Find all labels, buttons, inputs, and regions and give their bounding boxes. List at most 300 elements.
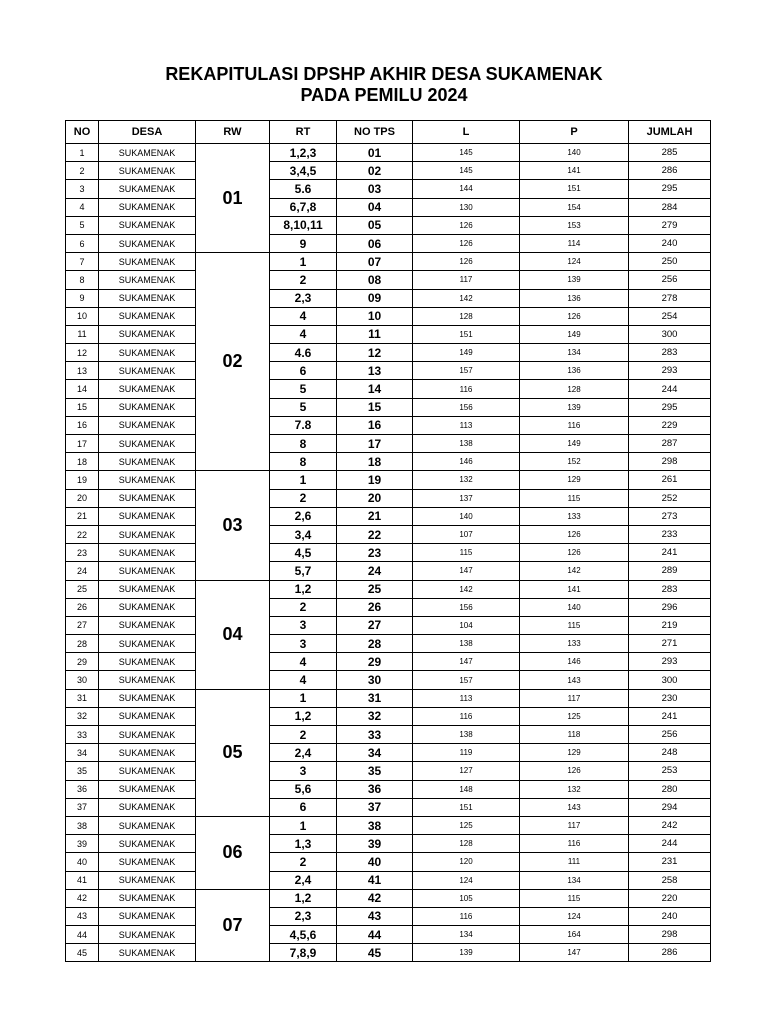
- row-no-cell: 11: [66, 325, 99, 343]
- row-p-cell: 133: [520, 635, 629, 653]
- row-jumlah-cell: 230: [629, 689, 711, 707]
- header-no-tps: NO TPS: [337, 121, 413, 144]
- row-tps-cell: 03: [337, 180, 413, 198]
- row-desa-cell: SUKAMENAK: [99, 344, 196, 362]
- row-rt-cell: 6,7,8: [270, 198, 337, 216]
- table-row: [66, 762, 711, 780]
- row-no-cell: 45: [66, 944, 99, 962]
- row-no-cell: 28: [66, 635, 99, 653]
- table-row: [66, 889, 711, 907]
- row-no-cell: 9: [66, 289, 99, 307]
- row-tps-cell: 01: [337, 144, 413, 162]
- header-rt: RT: [270, 121, 337, 144]
- row-jumlah-cell: 293: [629, 653, 711, 671]
- row-rt-cell: 9: [270, 234, 337, 252]
- table-row: [66, 871, 711, 889]
- table-row: [66, 780, 711, 798]
- row-jumlah-cell: 220: [629, 889, 711, 907]
- row-l-cell: 113: [413, 416, 520, 434]
- row-jumlah-cell: 278: [629, 289, 711, 307]
- row-l-cell: 105: [413, 889, 520, 907]
- row-l-cell: 113: [413, 689, 520, 707]
- row-rt-cell: 2,4: [270, 744, 337, 762]
- row-p-cell: 140: [520, 598, 629, 616]
- row-no-cell: 26: [66, 598, 99, 616]
- row-tps-cell: 06: [337, 234, 413, 252]
- table-row: [66, 398, 711, 416]
- row-tps-cell: 22: [337, 525, 413, 543]
- row-desa-cell: SUKAMENAK: [99, 307, 196, 325]
- table-row: [66, 198, 711, 216]
- rw-group-cell: 05: [196, 689, 270, 816]
- row-p-cell: 136: [520, 362, 629, 380]
- row-jumlah-cell: 286: [629, 162, 711, 180]
- table-row: [66, 344, 711, 362]
- row-no-cell: 30: [66, 671, 99, 689]
- table-row: [66, 635, 711, 653]
- table-row: [66, 944, 711, 962]
- row-l-cell: 140: [413, 507, 520, 525]
- row-p-cell: 117: [520, 689, 629, 707]
- row-desa-cell: SUKAMENAK: [99, 907, 196, 925]
- row-p-cell: 152: [520, 453, 629, 471]
- row-p-cell: 147: [520, 944, 629, 962]
- row-tps-cell: 02: [337, 162, 413, 180]
- row-jumlah-cell: 256: [629, 726, 711, 744]
- row-rt-cell: 1,2: [270, 707, 337, 725]
- table-row: [66, 453, 711, 471]
- row-desa-cell: SUKAMENAK: [99, 253, 196, 271]
- row-rt-cell: 4.6: [270, 344, 337, 362]
- table-row: [66, 307, 711, 325]
- row-rt-cell: 3: [270, 635, 337, 653]
- row-tps-cell: 41: [337, 871, 413, 889]
- rw-group-cell: 03: [196, 471, 270, 580]
- row-p-cell: 132: [520, 780, 629, 798]
- row-rt-cell: 2: [270, 726, 337, 744]
- row-rt-cell: 1: [270, 689, 337, 707]
- row-jumlah-cell: 252: [629, 489, 711, 507]
- row-tps-cell: 27: [337, 616, 413, 634]
- row-p-cell: 154: [520, 198, 629, 216]
- row-desa-cell: SUKAMENAK: [99, 544, 196, 562]
- header-rw: RW: [196, 121, 270, 144]
- header-no: NO: [66, 121, 99, 144]
- row-p-cell: 115: [520, 616, 629, 634]
- table-row: [66, 744, 711, 762]
- row-p-cell: 141: [520, 580, 629, 598]
- row-l-cell: 116: [413, 380, 520, 398]
- table-row: [66, 180, 711, 198]
- row-rt-cell: 8,10,11: [270, 216, 337, 234]
- row-no-cell: 25: [66, 580, 99, 598]
- row-jumlah-cell: 240: [629, 907, 711, 925]
- row-jumlah-cell: 256: [629, 271, 711, 289]
- row-tps-cell: 35: [337, 762, 413, 780]
- row-rt-cell: 7,8,9: [270, 944, 337, 962]
- row-l-cell: 156: [413, 598, 520, 616]
- row-rt-cell: 6: [270, 798, 337, 816]
- row-no-cell: 41: [66, 871, 99, 889]
- row-desa-cell: SUKAMENAK: [99, 489, 196, 507]
- row-desa-cell: SUKAMENAK: [99, 707, 196, 725]
- row-rt-cell: 8: [270, 453, 337, 471]
- row-jumlah-cell: 284: [629, 198, 711, 216]
- row-p-cell: 126: [520, 544, 629, 562]
- row-tps-cell: 07: [337, 253, 413, 271]
- row-tps-cell: 32: [337, 707, 413, 725]
- row-p-cell: 142: [520, 562, 629, 580]
- row-desa-cell: SUKAMENAK: [99, 944, 196, 962]
- row-jumlah-cell: 295: [629, 398, 711, 416]
- row-no-cell: 1: [66, 144, 99, 162]
- row-no-cell: 37: [66, 798, 99, 816]
- row-jumlah-cell: 279: [629, 216, 711, 234]
- row-no-cell: 27: [66, 616, 99, 634]
- table-row: [66, 707, 711, 725]
- table-row: [66, 544, 711, 562]
- row-rt-cell: 2,6: [270, 507, 337, 525]
- row-rt-cell: 8: [270, 435, 337, 453]
- row-p-cell: 116: [520, 835, 629, 853]
- row-tps-cell: 21: [337, 507, 413, 525]
- row-desa-cell: SUKAMENAK: [99, 871, 196, 889]
- row-desa-cell: SUKAMENAK: [99, 580, 196, 598]
- row-jumlah-cell: 280: [629, 780, 711, 798]
- row-desa-cell: SUKAMENAK: [99, 271, 196, 289]
- table-row: [66, 835, 711, 853]
- row-no-cell: 35: [66, 762, 99, 780]
- row-jumlah-cell: 248: [629, 744, 711, 762]
- row-rt-cell: 2: [270, 853, 337, 871]
- row-no-cell: 42: [66, 889, 99, 907]
- row-p-cell: 149: [520, 435, 629, 453]
- row-l-cell: 151: [413, 325, 520, 343]
- row-jumlah-cell: 219: [629, 616, 711, 634]
- table-row: [66, 525, 711, 543]
- table-row: [66, 816, 711, 834]
- row-no-cell: 21: [66, 507, 99, 525]
- row-tps-cell: 36: [337, 780, 413, 798]
- row-no-cell: 4: [66, 198, 99, 216]
- row-l-cell: 146: [413, 453, 520, 471]
- row-rt-cell: 1,2: [270, 889, 337, 907]
- row-jumlah-cell: 286: [629, 944, 711, 962]
- row-jumlah-cell: 261: [629, 471, 711, 489]
- row-rt-cell: 1: [270, 471, 337, 489]
- row-l-cell: 142: [413, 580, 520, 598]
- row-rt-cell: 4: [270, 307, 337, 325]
- row-desa-cell: SUKAMENAK: [99, 816, 196, 834]
- row-desa-cell: SUKAMENAK: [99, 762, 196, 780]
- row-jumlah-cell: 294: [629, 798, 711, 816]
- row-p-cell: 129: [520, 744, 629, 762]
- row-no-cell: 3: [66, 180, 99, 198]
- row-tps-cell: 40: [337, 853, 413, 871]
- row-tps-cell: 13: [337, 362, 413, 380]
- table-row: [66, 471, 711, 489]
- row-jumlah-cell: 287: [629, 435, 711, 453]
- table-row: [66, 580, 711, 598]
- header-p: P: [520, 121, 629, 144]
- row-desa-cell: SUKAMENAK: [99, 653, 196, 671]
- row-no-cell: 12: [66, 344, 99, 362]
- table-row: [66, 216, 711, 234]
- row-no-cell: 23: [66, 544, 99, 562]
- row-l-cell: 157: [413, 671, 520, 689]
- row-rt-cell: 4: [270, 325, 337, 343]
- row-p-cell: 126: [520, 525, 629, 543]
- row-jumlah-cell: 244: [629, 835, 711, 853]
- table-row: [66, 616, 711, 634]
- row-p-cell: 129: [520, 471, 629, 489]
- row-tps-cell: 05: [337, 216, 413, 234]
- row-rt-cell: 2,3: [270, 289, 337, 307]
- row-tps-cell: 14: [337, 380, 413, 398]
- row-l-cell: 148: [413, 780, 520, 798]
- row-jumlah-cell: 253: [629, 762, 711, 780]
- row-desa-cell: SUKAMENAK: [99, 671, 196, 689]
- row-jumlah-cell: 298: [629, 453, 711, 471]
- row-jumlah-cell: 300: [629, 671, 711, 689]
- header-jumlah: JUMLAH: [629, 121, 711, 144]
- row-desa-cell: SUKAMENAK: [99, 325, 196, 343]
- row-no-cell: 16: [66, 416, 99, 434]
- table-row: [66, 598, 711, 616]
- row-desa-cell: SUKAMENAK: [99, 889, 196, 907]
- row-p-cell: 149: [520, 325, 629, 343]
- row-rt-cell: 5,7: [270, 562, 337, 580]
- table-row: [66, 416, 711, 434]
- row-p-cell: 134: [520, 344, 629, 362]
- row-l-cell: 137: [413, 489, 520, 507]
- row-rt-cell: 2: [270, 598, 337, 616]
- row-rt-cell: 4: [270, 653, 337, 671]
- row-tps-cell: 08: [337, 271, 413, 289]
- row-l-cell: 115: [413, 544, 520, 562]
- row-desa-cell: SUKAMENAK: [99, 162, 196, 180]
- row-tps-cell: 38: [337, 816, 413, 834]
- row-p-cell: 124: [520, 253, 629, 271]
- row-desa-cell: SUKAMENAK: [99, 398, 196, 416]
- row-jumlah-cell: 295: [629, 180, 711, 198]
- row-l-cell: 124: [413, 871, 520, 889]
- row-tps-cell: 17: [337, 435, 413, 453]
- row-desa-cell: SUKAMENAK: [99, 598, 196, 616]
- row-l-cell: 139: [413, 944, 520, 962]
- row-tps-cell: 11: [337, 325, 413, 343]
- row-no-cell: 29: [66, 653, 99, 671]
- row-jumlah-cell: 298: [629, 926, 711, 944]
- row-tps-cell: 10: [337, 307, 413, 325]
- header-l: L: [413, 121, 520, 144]
- row-p-cell: 126: [520, 762, 629, 780]
- row-jumlah-cell: 283: [629, 344, 711, 362]
- row-tps-cell: 16: [337, 416, 413, 434]
- row-tps-cell: 12: [337, 344, 413, 362]
- row-jumlah-cell: 293: [629, 362, 711, 380]
- row-rt-cell: 1,3: [270, 835, 337, 853]
- row-l-cell: 147: [413, 562, 520, 580]
- table-row: [66, 689, 711, 707]
- row-l-cell: 128: [413, 307, 520, 325]
- row-l-cell: 107: [413, 525, 520, 543]
- row-tps-cell: 45: [337, 944, 413, 962]
- row-p-cell: 117: [520, 816, 629, 834]
- table-row: [66, 253, 711, 271]
- row-desa-cell: SUKAMENAK: [99, 744, 196, 762]
- row-p-cell: 114: [520, 234, 629, 252]
- row-no-cell: 8: [66, 271, 99, 289]
- row-l-cell: 145: [413, 144, 520, 162]
- row-rt-cell: 5: [270, 398, 337, 416]
- row-desa-cell: SUKAMENAK: [99, 416, 196, 434]
- row-desa-cell: SUKAMENAK: [99, 726, 196, 744]
- row-desa-cell: SUKAMENAK: [99, 180, 196, 198]
- table-row: [66, 507, 711, 525]
- row-l-cell: 147: [413, 653, 520, 671]
- row-l-cell: 127: [413, 762, 520, 780]
- row-desa-cell: SUKAMENAK: [99, 926, 196, 944]
- row-no-cell: 17: [66, 435, 99, 453]
- row-no-cell: 32: [66, 707, 99, 725]
- row-no-cell: 40: [66, 853, 99, 871]
- row-jumlah-cell: 273: [629, 507, 711, 525]
- row-no-cell: 13: [66, 362, 99, 380]
- row-p-cell: 115: [520, 489, 629, 507]
- row-tps-cell: 31: [337, 689, 413, 707]
- table-row: [66, 926, 711, 944]
- table-row: [66, 362, 711, 380]
- row-desa-cell: SUKAMENAK: [99, 525, 196, 543]
- row-rt-cell: 7.8: [270, 416, 337, 434]
- row-no-cell: 31: [66, 689, 99, 707]
- row-no-cell: 15: [66, 398, 99, 416]
- row-no-cell: 5: [66, 216, 99, 234]
- row-l-cell: 104: [413, 616, 520, 634]
- row-tps-cell: 34: [337, 744, 413, 762]
- row-tps-cell: 09: [337, 289, 413, 307]
- row-desa-cell: SUKAMENAK: [99, 562, 196, 580]
- row-tps-cell: 42: [337, 889, 413, 907]
- row-desa-cell: SUKAMENAK: [99, 689, 196, 707]
- table-row: [66, 435, 711, 453]
- row-p-cell: 134: [520, 871, 629, 889]
- table-row: [66, 162, 711, 180]
- row-rt-cell: 2: [270, 489, 337, 507]
- row-p-cell: 153: [520, 216, 629, 234]
- row-jumlah-cell: 300: [629, 325, 711, 343]
- row-p-cell: 136: [520, 289, 629, 307]
- row-rt-cell: 1,2: [270, 580, 337, 598]
- row-p-cell: 151: [520, 180, 629, 198]
- row-rt-cell: 2,4: [270, 871, 337, 889]
- row-p-cell: 128: [520, 380, 629, 398]
- row-jumlah-cell: 244: [629, 380, 711, 398]
- table-row: [66, 798, 711, 816]
- row-desa-cell: SUKAMENAK: [99, 835, 196, 853]
- table-row: [66, 380, 711, 398]
- row-no-cell: 18: [66, 453, 99, 471]
- row-l-cell: 130: [413, 198, 520, 216]
- row-tps-cell: 39: [337, 835, 413, 853]
- table-row: [66, 144, 711, 162]
- row-tps-cell: 44: [337, 926, 413, 944]
- row-desa-cell: SUKAMENAK: [99, 471, 196, 489]
- row-l-cell: 144: [413, 180, 520, 198]
- row-p-cell: 111: [520, 853, 629, 871]
- row-no-cell: 34: [66, 744, 99, 762]
- row-rt-cell: 2: [270, 271, 337, 289]
- row-tps-cell: 19: [337, 471, 413, 489]
- row-p-cell: 141: [520, 162, 629, 180]
- row-rt-cell: 6: [270, 362, 337, 380]
- row-rt-cell: 5,6: [270, 780, 337, 798]
- row-rt-cell: 3: [270, 616, 337, 634]
- row-p-cell: 118: [520, 726, 629, 744]
- row-l-cell: 117: [413, 271, 520, 289]
- table-row: [66, 671, 711, 689]
- row-no-cell: 43: [66, 907, 99, 925]
- row-desa-cell: SUKAMENAK: [99, 234, 196, 252]
- row-jumlah-cell: 254: [629, 307, 711, 325]
- row-p-cell: 146: [520, 653, 629, 671]
- row-jumlah-cell: 258: [629, 871, 711, 889]
- header-row: [66, 121, 711, 144]
- row-no-cell: 33: [66, 726, 99, 744]
- row-tps-cell: 43: [337, 907, 413, 925]
- row-p-cell: 139: [520, 398, 629, 416]
- row-no-cell: 10: [66, 307, 99, 325]
- table-row: [66, 726, 711, 744]
- row-rt-cell: 3: [270, 762, 337, 780]
- row-l-cell: 145: [413, 162, 520, 180]
- row-jumlah-cell: 229: [629, 416, 711, 434]
- row-desa-cell: SUKAMENAK: [99, 853, 196, 871]
- row-l-cell: 138: [413, 635, 520, 653]
- row-rt-cell: 4,5,6: [270, 926, 337, 944]
- row-l-cell: 138: [413, 726, 520, 744]
- row-desa-cell: SUKAMENAK: [99, 616, 196, 634]
- row-rt-cell: 3,4,5: [270, 162, 337, 180]
- row-p-cell: 139: [520, 271, 629, 289]
- row-tps-cell: 20: [337, 489, 413, 507]
- row-tps-cell: 37: [337, 798, 413, 816]
- table-row: [66, 853, 711, 871]
- row-l-cell: 156: [413, 398, 520, 416]
- row-l-cell: 126: [413, 253, 520, 271]
- row-l-cell: 157: [413, 362, 520, 380]
- rw-group-cell: 01: [196, 144, 270, 253]
- row-desa-cell: SUKAMENAK: [99, 362, 196, 380]
- row-l-cell: 151: [413, 798, 520, 816]
- rw-group-cell: 02: [196, 253, 270, 471]
- row-no-cell: 36: [66, 780, 99, 798]
- document-title: REKAPITULASI DPSHP AKHIR DESA SUKAMENAK: [165, 64, 603, 84]
- row-rt-cell: 4,5: [270, 544, 337, 562]
- row-l-cell: 132: [413, 471, 520, 489]
- row-no-cell: 22: [66, 525, 99, 543]
- row-p-cell: 143: [520, 798, 629, 816]
- row-l-cell: 138: [413, 435, 520, 453]
- row-no-cell: 24: [66, 562, 99, 580]
- row-desa-cell: SUKAMENAK: [99, 798, 196, 816]
- row-p-cell: 140: [520, 144, 629, 162]
- row-no-cell: 39: [66, 835, 99, 853]
- row-tps-cell: 04: [337, 198, 413, 216]
- row-desa-cell: SUKAMENAK: [99, 453, 196, 471]
- table-row: [66, 653, 711, 671]
